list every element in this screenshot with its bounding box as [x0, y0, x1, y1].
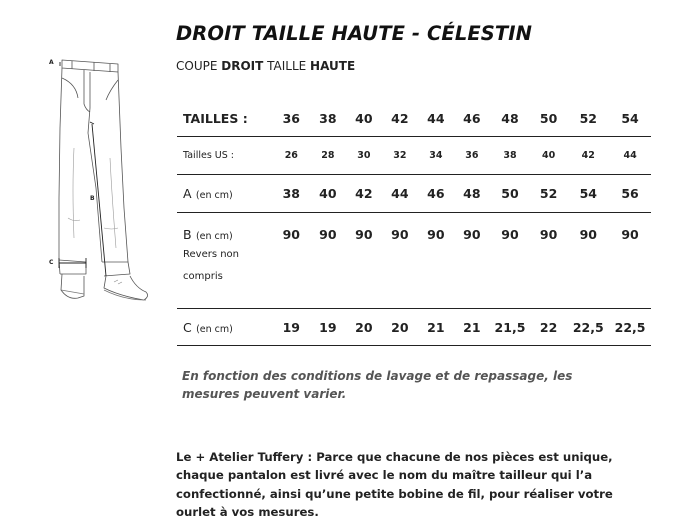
- row-label-tailles-us: Tailles US :: [177, 137, 273, 175]
- row-label-a: [177, 175, 273, 213]
- cell-taille-us: 42: [567, 137, 609, 175]
- subtitle-bold: HAUTE: [310, 59, 356, 73]
- cell-taille-us: 44: [609, 137, 651, 175]
- note-b: Revers non compris: [183, 249, 240, 282]
- illustration-label-b: B: [90, 195, 95, 202]
- product-subtitle: [176, 59, 355, 73]
- row-label-tailles: TAILLES :: [177, 101, 273, 137]
- cell-b: 90: [490, 213, 530, 309]
- cell-taille: 38: [310, 101, 347, 137]
- cell-a: 52: [530, 175, 568, 213]
- cell-taille-us: 36: [454, 137, 491, 175]
- row-label-b: [177, 213, 273, 309]
- atelier-info: Le + Atelier Tuffery : Parce que chacune de nos pièces est unique, chaque pantalon est livré avec le nom du maître tailleur qui l’a confectionné, ainsi qu’une petite bobine de fil, pour réaliser votre ourlet à vos mesures.: [176, 449, 613, 520]
- size-table: [177, 101, 651, 346]
- cell-taille-us: 32: [382, 137, 419, 175]
- trousers-measurement-illustration: [44, 38, 156, 308]
- subtitle-bold: DROIT: [221, 59, 264, 73]
- cell-taille: 54: [609, 101, 651, 137]
- cell-a: 44: [382, 175, 419, 213]
- washing-note: En fonction des conditions de lavage et de repassage, les mesures peuvent varier.: [182, 369, 573, 401]
- subtitle-part: TAILLE: [263, 59, 311, 73]
- cell-a: 56: [609, 175, 651, 213]
- cell-taille: 48: [490, 101, 530, 137]
- row-a: [177, 175, 651, 213]
- cell-c: 19: [273, 309, 310, 346]
- cell-c: 20: [382, 309, 419, 346]
- cell-a: 50: [490, 175, 530, 213]
- cell-a: 54: [567, 175, 609, 213]
- cell-c: 21,5: [490, 309, 530, 346]
- cell-taille: 42: [382, 101, 419, 137]
- cell-taille-us: 40: [530, 137, 568, 175]
- cell-c: 21: [418, 309, 453, 346]
- cell-taille: 44: [418, 101, 453, 137]
- cell-a: 48: [454, 175, 491, 213]
- cell-taille: 46: [454, 101, 491, 137]
- row-tailles: [177, 101, 651, 137]
- cell-b: 90: [418, 213, 453, 309]
- cell-a: 42: [346, 175, 381, 213]
- cell-c: 22: [530, 309, 568, 346]
- cell-b: 90: [567, 213, 609, 309]
- row-b: [177, 213, 651, 309]
- cell-c: 20: [346, 309, 381, 346]
- cell-taille: 40: [346, 101, 381, 137]
- cell-taille-us: 34: [418, 137, 453, 175]
- cell-b: 90: [346, 213, 381, 309]
- cell-b: 90: [454, 213, 491, 309]
- cell-b: 90: [609, 213, 651, 309]
- unit-c: (en cm): [196, 323, 233, 335]
- illustration-label-a: A: [49, 59, 54, 66]
- cell-b: 90: [273, 213, 310, 309]
- row-c: [177, 309, 651, 346]
- cell-c: 19: [310, 309, 347, 346]
- label-c: C: [183, 319, 192, 335]
- label-b: B: [183, 227, 192, 242]
- subtitle-part: COUPE: [176, 59, 222, 73]
- cell-b: 90: [530, 213, 568, 309]
- product-title: DROIT TAILLE HAUTE - CÉLESTIN: [176, 22, 533, 45]
- cell-taille: 50: [530, 101, 568, 137]
- cell-taille: 52: [567, 101, 609, 137]
- unit-b: (en cm): [195, 231, 233, 242]
- row-tailles-us: [177, 137, 651, 175]
- cell-taille-us: 28: [310, 137, 347, 175]
- cell-taille: 36: [273, 101, 310, 137]
- cell-a: 38: [273, 175, 310, 213]
- cell-a: 40: [310, 175, 347, 213]
- cell-taille-us: 26: [273, 137, 310, 175]
- illustration-label-c: C: [49, 259, 54, 266]
- cell-taille-us: 38: [490, 137, 530, 175]
- cell-c: 22,5: [609, 309, 651, 346]
- label-a: A: [183, 186, 192, 201]
- cell-c: 21: [454, 309, 491, 346]
- row-label-c: [177, 309, 273, 346]
- cell-b: 90: [310, 213, 347, 309]
- cell-b: 90: [382, 213, 419, 309]
- cell-a: 46: [418, 175, 453, 213]
- cell-c: 22,5: [567, 309, 609, 346]
- unit-a: (en cm): [195, 190, 233, 201]
- cell-taille-us: 30: [346, 137, 381, 175]
